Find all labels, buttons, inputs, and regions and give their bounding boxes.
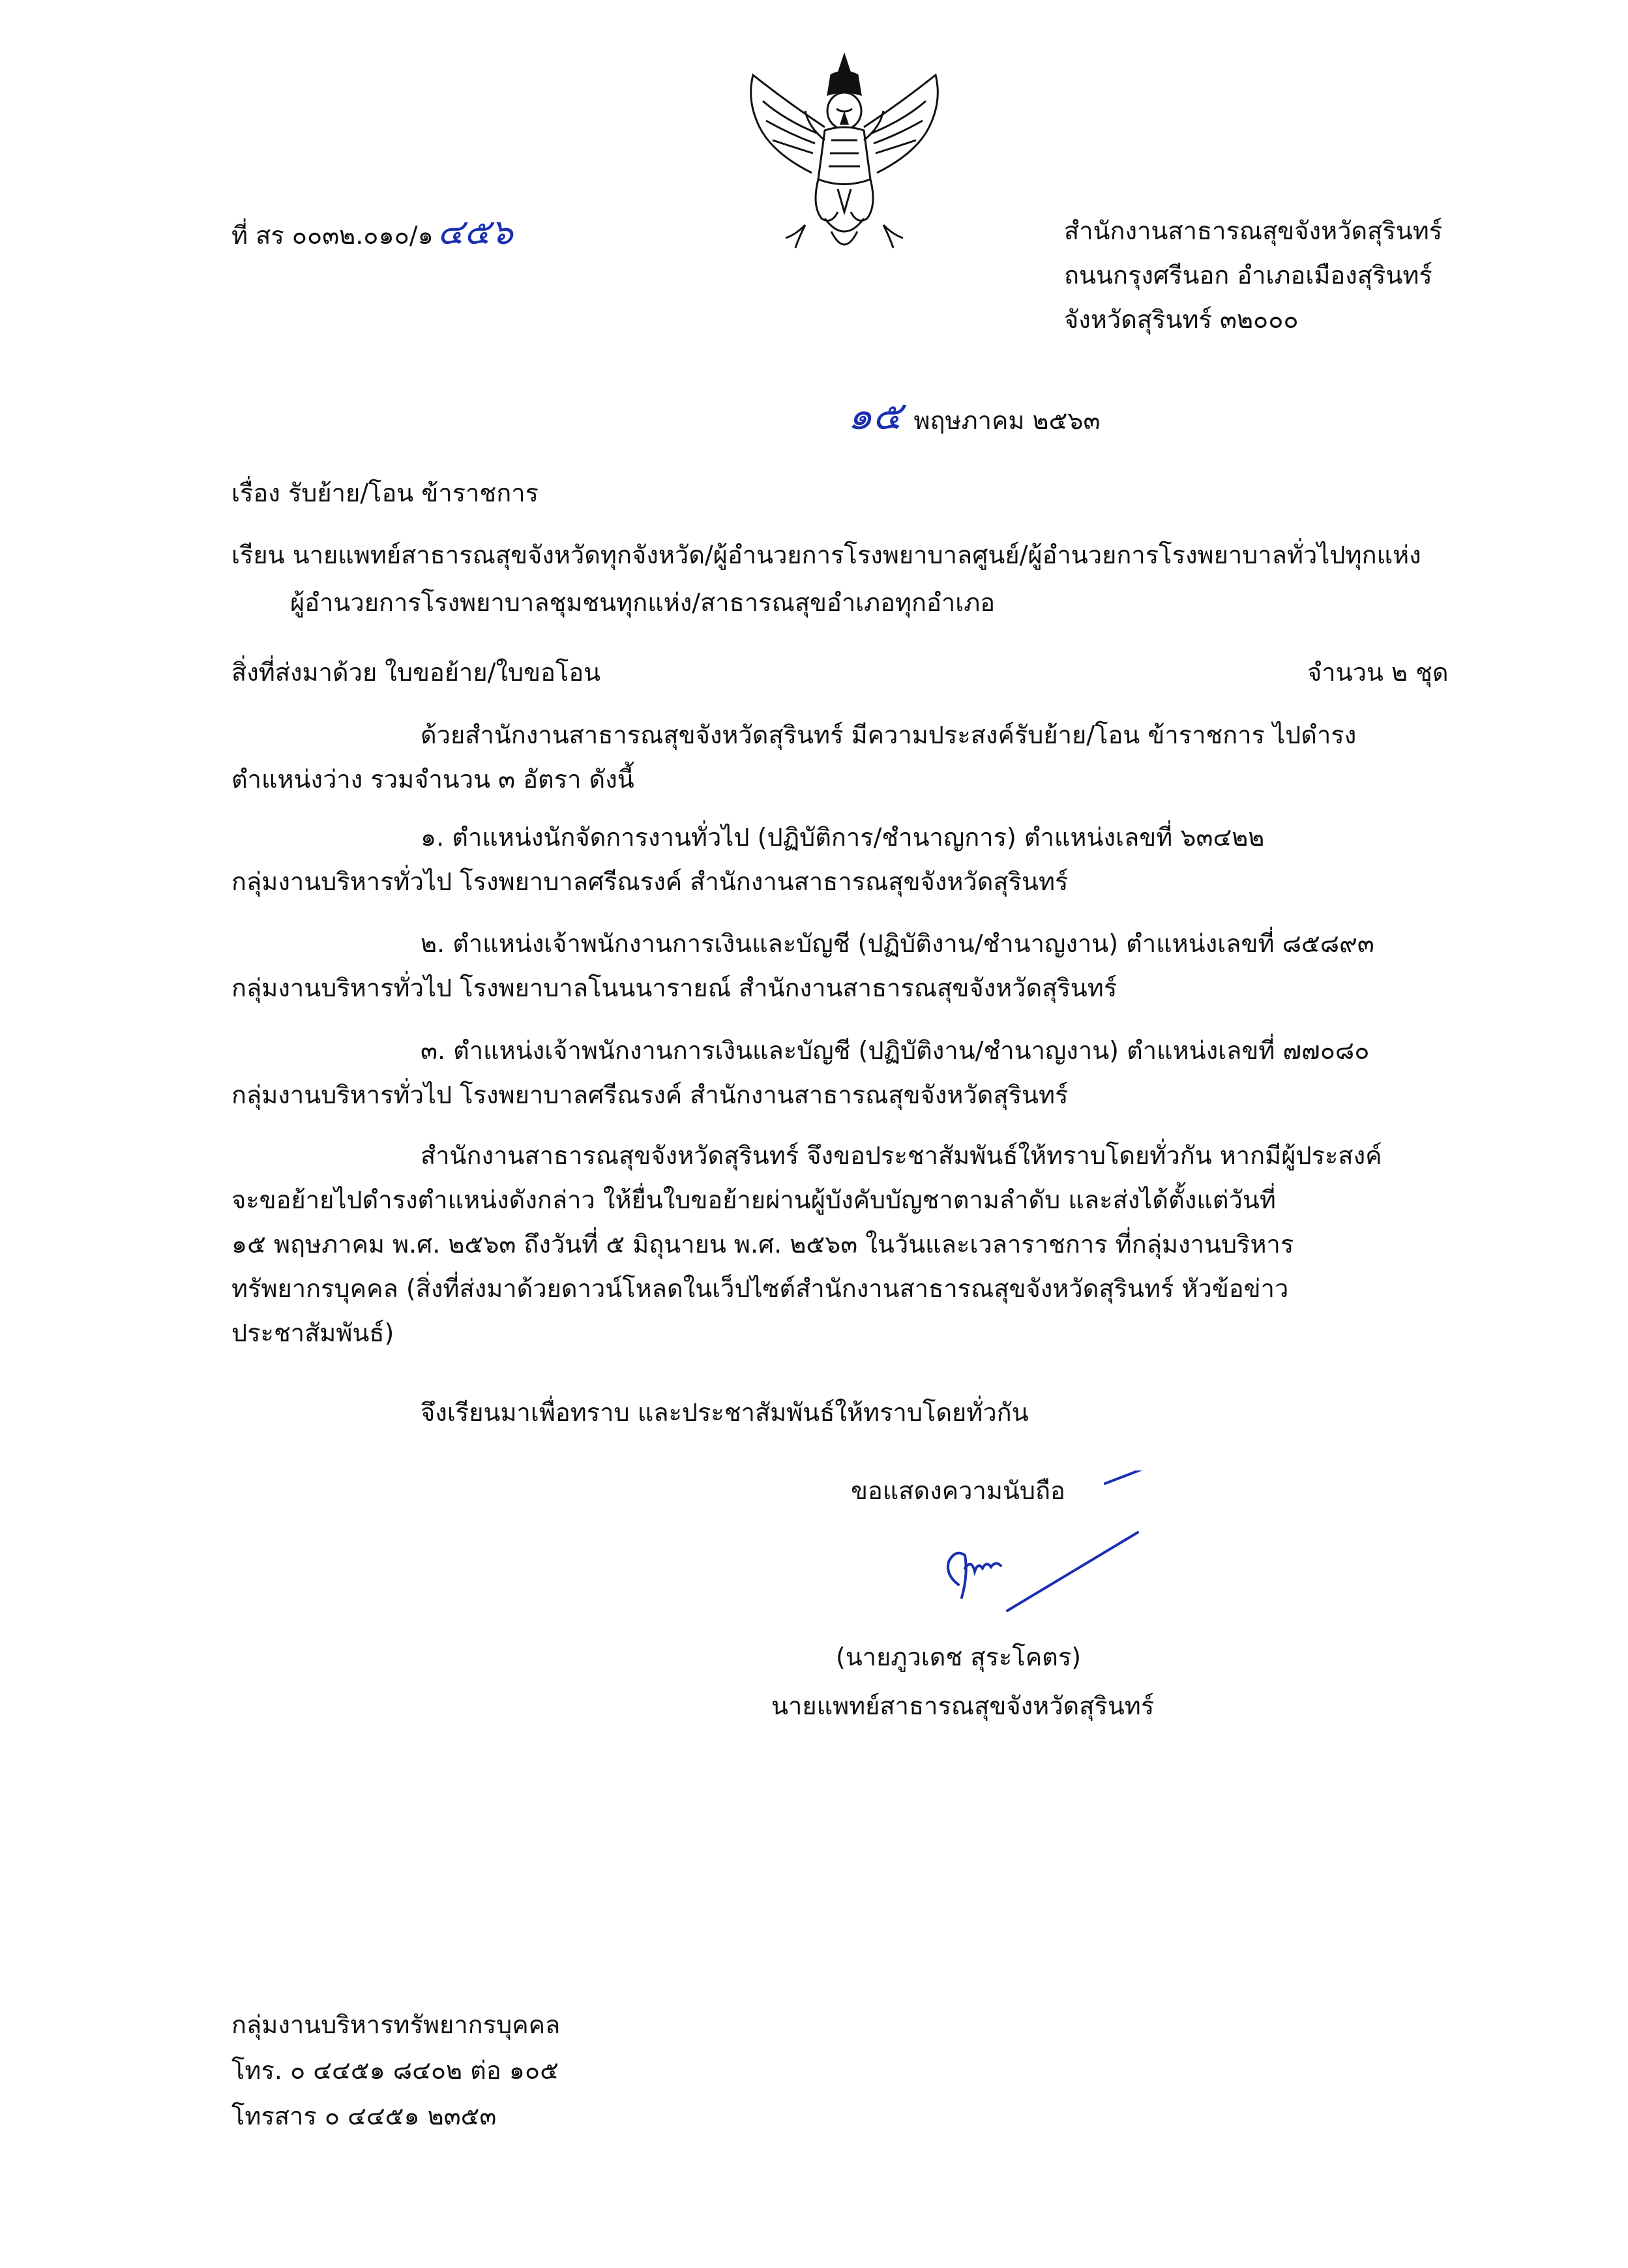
reference-number: ที่ สร ๐๐๓๒.๐๑๐/๑ ๔๕๖ [231, 211, 513, 252]
item-line: ๑. ตำแหน่งนักจัดการงานทั่วไป (ปฏิบัติการ/ชำนาญการ) ตำแหน่งเลขที่ ๖๓๔๒๒ [421, 823, 1265, 852]
footer-fax: โทรสาร ๐ ๔๔๕๑ ๒๓๕๓ [231, 2102, 497, 2130]
date-day-handwritten: ๑๕ [848, 393, 902, 439]
recipient-line-2: ผู้อำนวยการโรงพยาบาลชุมชนทุกแห่ง/สาธารณสุขอำเภอทุกอำเภอ [290, 588, 996, 617]
handwritten-signature [910, 1470, 1183, 1620]
signer-name: (นายภูวเดช สุระโคตร) [836, 1643, 1082, 1671]
recipient-line-1: เรียน นายแพทย์สาธารณสุขจังหวัดทุกจังหวัด/ผู้อำนวยการโรงพยาบาลศูนย์/ผู้อำนวยการโรงพยาบาลทั่วไปทุกแห่ง [231, 541, 1421, 569]
body-line: ด้วยสำนักงานสาธารณสุขจังหวัดสุรินทร์ มีความประสงค์รับย้าย/โอน ข้าราชการ ไปดำรง [421, 721, 1357, 749]
subject-line: เรื่อง รับย้าย/โอน ข้าราชการ [231, 479, 539, 507]
position-item-3 [231, 1028, 1473, 1117]
item-line: ๒. ตำแหน่งเจ้าพนักงานการเงินและบัญชี (ปฏิบัติงาน/ชำนาญงาน) ตำแหน่งเลขที่ ๘๕๘๙๓ [421, 929, 1374, 958]
closing-line: จึงเรียนมาเพื่อทราบ และประชาสัมพันธ์ให้ทราบโดยทั่วกัน [421, 1398, 1029, 1427]
reference-handwritten: ๔๕๖ [437, 211, 513, 252]
position-item-1 [231, 815, 1473, 904]
enclosure-count: จำนวน ๒ ชุด [1307, 658, 1449, 687]
signer-title: นายแพทย์สาธารณสุขจังหวัดสุรินทร์ [771, 1692, 1155, 1720]
item-line: กลุ่มงานบริหารทั่วไป โรงพยาบาลศรีณรงค์ สำนักงานสาธารณสุขจังหวัดสุรินทร์ [231, 1081, 1069, 1109]
announce-line: ประชาสัมพันธ์) [231, 1319, 394, 1347]
announce-line: ๑๕ พฤษภาคม พ.ศ. ๒๕๖๓ ถึงวันที่ ๕ มิถุนายน พ.ศ. ๒๕๖๓ ในวันและเวลาราชการ ที่กลุ่มงานบริหาร [231, 1230, 1294, 1259]
footer-telephone: โทร. ๐ ๔๔๕๑ ๘๔๐๒ ต่อ ๑๐๕ [231, 2056, 559, 2085]
announce-line: ทรัพยากรบุคคล (สิ่งที่ส่งมาด้วยดาวน์โหลดในเว็ปไซต์สำนักงานสาธารณสุขจังหวัดสุรินทร์ หัวข้อข่าว [231, 1274, 1289, 1303]
item-line: กลุ่มงานบริหารทั่วไป โรงพยาบาลศรีณรงค์ สำนักงานสาธารณสุขจังหวัดสุรินทร์ [231, 867, 1069, 896]
announce-line: จะขอย้ายไปดำรงตำแหน่งดังกล่าว ให้ยื่นใบขอย้ายผ่านผู้บังคับบัญชาตามลำดับ และส่งได้ตั้งแต่วันที่ [231, 1186, 1276, 1214]
contact-footer [231, 2002, 560, 2139]
body-intro [231, 713, 1473, 801]
office-line: สำนักงานสาธารณสุขจังหวัดสุรินทร์ [1064, 216, 1443, 245]
body-line: ตำแหน่งว่าง รวมจำนวน ๓ อัตรา ดังนี้ [231, 765, 634, 794]
regards-text: ขอแสดงความนับถือ [851, 1476, 1065, 1505]
letter-date: ๑๕ พฤษภาคม ๒๕๖๓ [848, 393, 1101, 439]
office-line: ถนนกรุงศรีนอก อำเภอเมืองสุรินทร์ [1064, 261, 1432, 290]
announce-line: สำนักงานสาธารณสุขจังหวัดสุรินทร์ จึงขอประชาสัมพันธ์ให้ทราบโดยทั่วกัน หากมีผู้ประสงค์ [421, 1141, 1382, 1170]
item-line: ๓. ตำแหน่งเจ้าพนักงานการเงินและบัญชี (ปฏิบัติงาน/ชำนาญงาน) ตำแหน่งเลขที่ ๗๗๐๘๐ [421, 1036, 1370, 1065]
announcement-paragraph [231, 1133, 1473, 1355]
footer-department: กลุ่มงานบริหารทรัพยากรบุคคล [231, 2010, 561, 2039]
office-line: จังหวัดสุรินทร์ ๓๒๐๐๐ [1064, 305, 1299, 334]
garuda-emblem [733, 49, 955, 271]
position-item-2 [231, 921, 1473, 1010]
item-line: กลุ่มงานบริหารทั่วไป โรงพยาบาลโนนนารายณ์ สำนักงานสาธารณสุขจังหวัดสุรินทร์ [231, 974, 1117, 1002]
enclosure-label: สิ่งที่ส่งมาด้วย ใบขอย้าย/ใบขอโอน [231, 658, 601, 687]
office-address [1064, 209, 1442, 342]
